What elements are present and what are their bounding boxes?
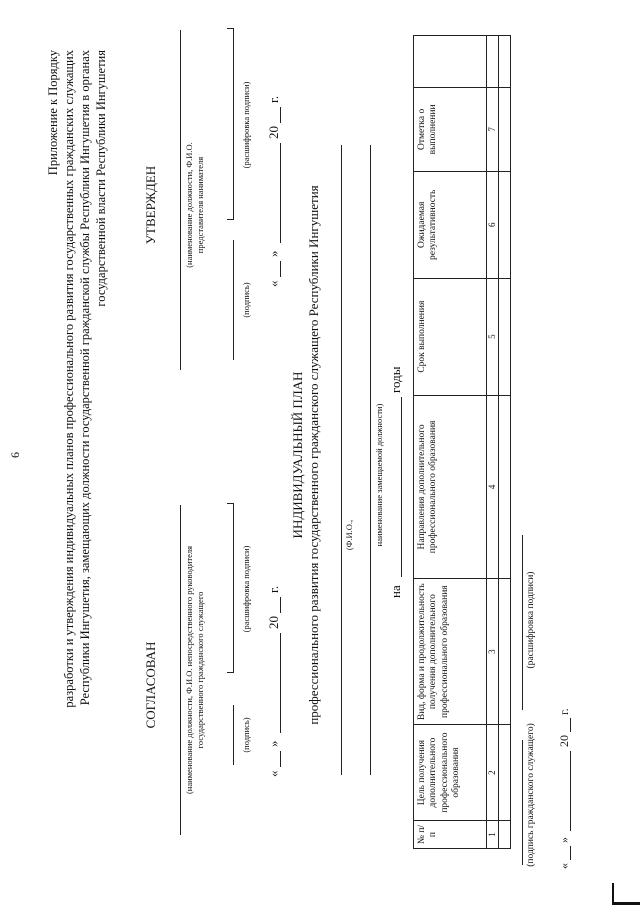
date-month-line <box>570 751 571 831</box>
date-month-line <box>280 143 281 243</box>
appendix-line: Республики Ингушетия, замещающих должности государственной гражданской службы Республики Ингушетия в органах <box>78 50 92 706</box>
date-year: 20 <box>266 126 281 139</box>
period-suffix: годы <box>388 366 403 393</box>
header-type: Вид, форма и продолжительность получения дополнительного профессионального образования <box>414 579 487 725</box>
agreed-signature-caption: (подпись) <box>241 717 251 753</box>
date-year-line <box>280 597 281 613</box>
table-cell <box>487 36 499 88</box>
header-goal: Цель получения дополнительного профессионального образования <box>414 725 487 821</box>
header-extra <box>414 36 487 88</box>
approved-decoding-bracket <box>227 28 234 220</box>
page-number: 6 <box>8 452 22 458</box>
footer-decoding-caption: (расшифровка подписи) <box>526 571 536 669</box>
approved-decoding-caption: (расшифровка подписи) <box>241 81 251 169</box>
table-cell: 5 <box>487 278 499 395</box>
table-cell <box>499 171 511 278</box>
table-cell: 2 <box>487 725 499 821</box>
table-cell: 1 <box>487 821 499 849</box>
header-direction: Направления дополнительного профессионального образования <box>414 395 487 579</box>
table-cell: 4 <box>487 395 499 579</box>
position-line <box>370 145 371 775</box>
position-caption: наименование замещаемой должности) <box>374 403 384 547</box>
agreed-decoding-caption: (расшифровка подписи) <box>241 545 251 633</box>
date-suffix: г. <box>266 585 281 593</box>
plan-title: ИНДИВИДУАЛЬНЫЙ ПЛАН <box>290 371 305 539</box>
scan-edge-mark <box>612 883 614 905</box>
date-year-line <box>570 718 571 732</box>
date-day-line <box>280 261 281 277</box>
date-day-line <box>280 751 281 767</box>
header-result: Ожидаемая результативность <box>414 171 487 278</box>
date-quote-open: « <box>266 770 281 777</box>
plan-subtitle: профессионального развития государственного гражданского служащего Республики Ингушетия <box>306 185 321 725</box>
plan-table <box>413 35 511 849</box>
date-quote-close: » <box>266 740 281 747</box>
agreed-position-line <box>180 505 181 835</box>
table-cell: 7 <box>487 87 499 171</box>
fio-line <box>341 145 342 775</box>
approved-position-caption-2: представителя нанимателя <box>195 156 205 254</box>
approved-signature-caption: (подпись) <box>241 282 251 318</box>
table-cell <box>499 579 511 725</box>
table-header-row <box>414 36 487 849</box>
date-day-line <box>570 846 571 860</box>
appendix-line: государственной власти Республики Ингушетия <box>94 50 108 307</box>
table-cell <box>499 395 511 579</box>
table-cell <box>499 725 511 821</box>
date-quote-open: « <box>266 280 281 287</box>
date-quote-close: » <box>266 250 281 257</box>
footer-signature-line <box>522 740 523 865</box>
date-quote-open: « <box>557 863 571 869</box>
approved-heading: УТВЕРЖДЕН <box>143 165 158 245</box>
date-suffix: г. <box>266 95 281 103</box>
period-line <box>401 397 402 577</box>
agreed-position-caption-2: государственного гражданского служащего <box>195 591 205 749</box>
table-cell <box>499 36 511 88</box>
approved-position-line <box>180 30 181 370</box>
date-month-line <box>280 633 281 733</box>
table-row <box>499 36 511 849</box>
header-deadline: Срок выполнения <box>414 278 487 395</box>
date-suffix: г. <box>557 708 571 715</box>
agreed-heading: СОГЛАСОВАН <box>143 641 158 729</box>
approved-signature-line <box>233 240 234 360</box>
header-mark: Отметка о выполнении <box>414 87 487 171</box>
date-quote-close: » <box>557 837 571 843</box>
footer-signature-caption: (подпись гражданского служащего) <box>526 723 536 867</box>
table-cell: 3 <box>487 579 499 725</box>
agreed-position-caption: (наименование должности, Ф.И.О. непосредственного руководителя <box>184 545 194 795</box>
table-cell: 6 <box>487 171 499 278</box>
table-cell <box>499 278 511 395</box>
fio-caption: (Ф.И.О., <box>344 519 354 551</box>
date-year: 20 <box>266 616 281 629</box>
appendix-title: Приложение к Порядку <box>46 50 60 176</box>
table-cell <box>499 821 511 849</box>
appendix-line: разработки и утверждения индивидуальных планов профессионального развития государственных гражданских служащих <box>62 50 76 708</box>
header-number: № п/п <box>414 821 487 849</box>
agreed-signature-line <box>233 705 234 765</box>
agreed-decoding-bracket <box>227 503 234 673</box>
period-prefix: на <box>388 585 403 598</box>
table-number-row <box>487 36 499 849</box>
table-cell <box>499 87 511 171</box>
date-year: 20 <box>557 735 571 747</box>
footer-decoding-line <box>522 535 523 710</box>
date-year-line <box>280 107 281 123</box>
approved-position-caption: (наименование должности, Ф.И.О. <box>184 142 194 268</box>
